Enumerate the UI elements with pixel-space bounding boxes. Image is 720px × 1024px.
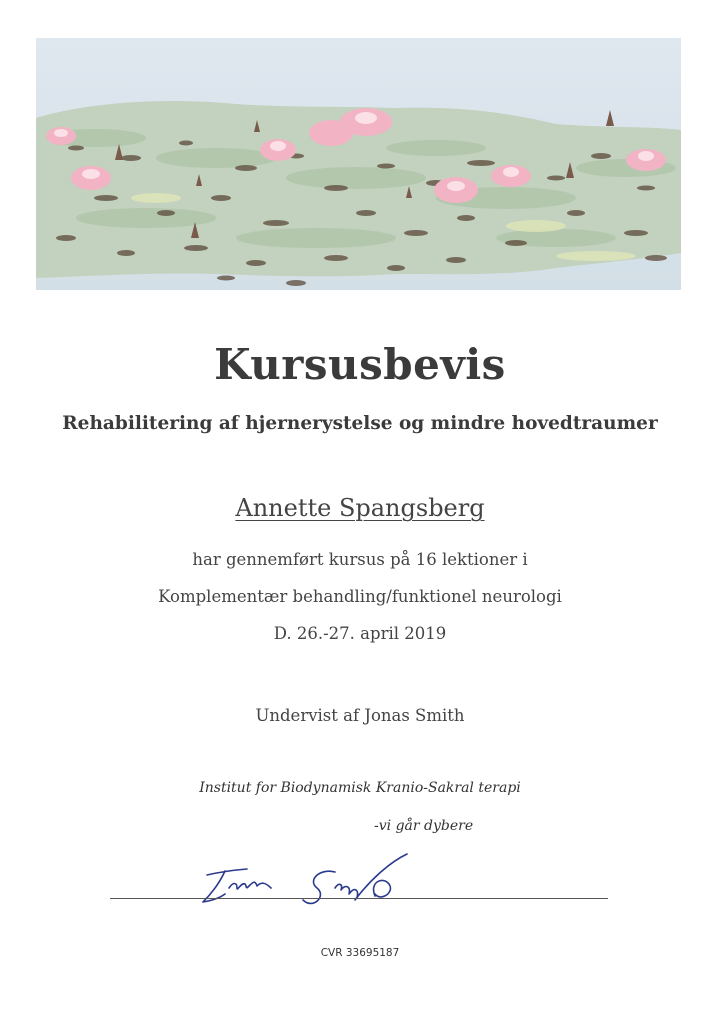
- institute-name: Institut for Biodynamisk Kranio-Sakral terapi: [199, 780, 521, 796]
- recipient-name-text: Annette Spangsberg: [235, 494, 485, 522]
- signature-line: [110, 898, 608, 899]
- course-date: D. 26.-27. april 2019: [273, 624, 447, 643]
- completion-line: har gennemført kursus på 16 lektioner i: [192, 550, 528, 569]
- instructor-line: Undervist af Jonas Smith: [255, 706, 465, 725]
- institute-motto: -vi går dybere: [374, 818, 474, 834]
- header-photo-water-lilies: [36, 38, 681, 290]
- recipient-name: [0, 494, 720, 522]
- water-lily-illustration: [36, 38, 681, 290]
- signature-icon: [195, 850, 435, 925]
- cvr-number: CVR 33695187: [320, 947, 400, 959]
- course-field: Komplementær behandling/funktionel neurologi: [158, 587, 562, 606]
- course-subtitle: Rehabilitering af hjernerystelse og mindre hovedtraumer: [62, 413, 658, 434]
- certificate-title: Kursusbevis: [214, 340, 506, 389]
